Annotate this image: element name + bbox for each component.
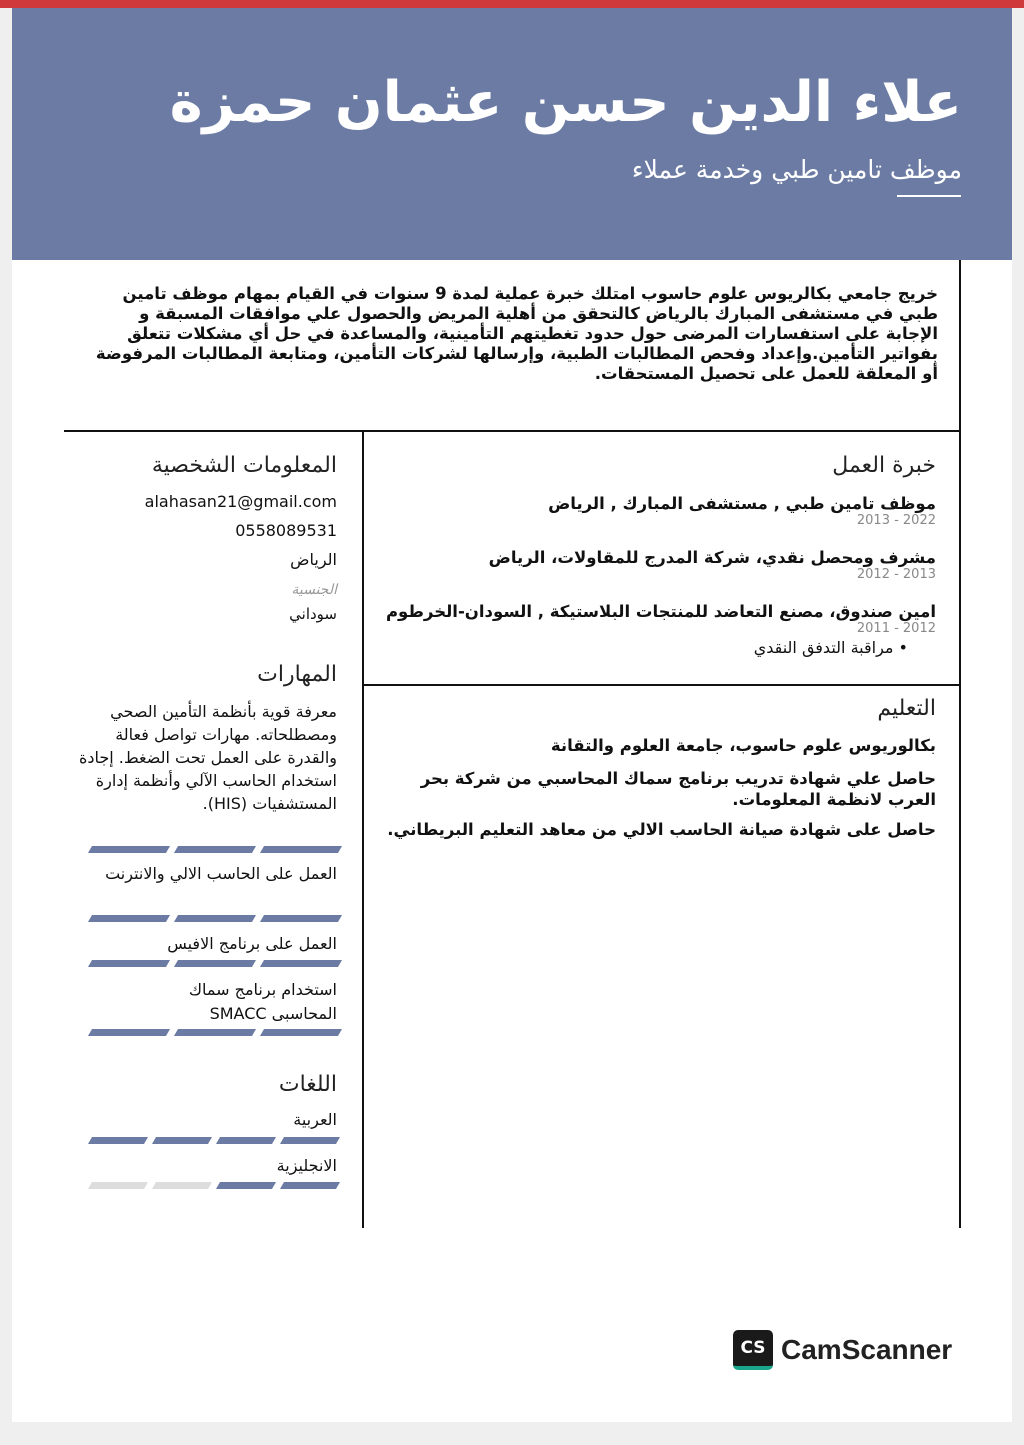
phone: 0558089531 [235,521,337,540]
level-segment [152,1182,212,1189]
camscanner-logo-icon: CS [733,1330,773,1370]
city: الرياض [290,550,337,569]
level-segment [260,915,342,922]
education-item: بكالوريوس علوم حاسوب، جامعة العلوم والتقانة [550,736,936,755]
skill-label: العمل على برنامج الافيس [167,934,337,953]
email[interactable]: alahasan21@gmail.com [144,492,337,511]
level-segment [152,1137,212,1144]
skills-heading: المهارات [257,662,337,687]
skill-bar [90,960,340,967]
right-border [959,260,961,1228]
language-bar [90,1182,338,1189]
job-title: موظف تامين طبي , مستشفى المبارك , الرياض [548,494,936,513]
level-segment [174,1029,256,1036]
level-segment [88,1029,170,1036]
personal-info-heading: المعلومات الشخصية [151,453,337,478]
level-segment [280,1137,340,1144]
experience-heading: خبرة العمل [832,453,936,478]
level-segment [174,960,256,967]
job-title: موظف تامين طبي وخدمة عملاء [631,155,962,184]
language-bar [90,1137,338,1144]
column-divider [362,431,364,1228]
job-dates: 2013 - 2022 [856,513,936,528]
skill-label: معرفة قوية بأنظمة التأمين الصحي ومصطلحاته. مهارات تواصل فعالة والقدرة على العمل تحت الضغط. إجادة استخدام الحاسب الآلي وأنظمة إدارة المستشفيات (HIS). [78,702,337,813]
level-segment [88,1182,148,1189]
level-segment [280,1182,340,1189]
nationality-label: الجنسية [291,582,337,598]
level-segment [174,915,256,922]
level-segment [216,1137,276,1144]
languages-heading: اللغات [278,1072,337,1097]
job-dates: 2011 - 2012 [856,621,936,636]
bullet-text: مراقبة التدفق النقدي [753,638,894,657]
language-label: العربية [293,1110,337,1129]
candidate-name: علاء الدين حسن عثمان حمزة [169,70,962,135]
nationality: سوداني [289,605,337,623]
skill-bar [90,846,340,853]
level-segment [88,915,170,922]
level-segment [88,960,170,967]
level-segment [260,846,342,853]
language-label: الانجليزية [276,1156,337,1175]
job-entry [376,548,936,582]
level-segment [260,960,342,967]
job-bullet: • مراقبة التدفق النقدي [753,638,908,657]
level-segment [88,1137,148,1144]
skill-label: العمل على الحاسب الالي والانترنت [105,864,337,883]
job-dates: 2012 - 2013 [856,567,936,582]
job-title: مشرف ومحصل نقدي، شركة المدرج للمقاولات، الرياض [488,548,936,567]
camscanner-watermark [733,1330,952,1370]
profile-summary: خريج جامعي بكالريوس علوم حاسوب امتلك خبرة عملية لمدة 9 سنوات في القيام بمهام موظف تامين طبي في مستشفى المبارك بالرياض كالتحقق من أهلية المريض والحصول علي موافقات المسبقة و الإجابة على استفسارات المرضى حول حدود تغطيتهم التأمينية، والمساعدة في حل أي مشكلات تتعلق بفواتير التأمين.وإعداد وفحص المطالبات الطبية، وإرسالها لشركات التأمين، ومتابعة المطالبات المرفوضة أو المعلقة للعمل على تحصيل المستحقات. [95,284,938,383]
level-segment [216,1182,276,1189]
summary-divider [64,430,961,432]
job-entry [376,494,936,528]
section-divider [363,684,960,686]
title-underline [897,195,961,197]
level-segment [174,846,256,853]
skill-bar [90,915,340,922]
camscanner-text: CamScanner [781,1334,953,1365]
level-segment [88,846,170,853]
education-item: حاصل على شهادة صيانة الحاسب الالي من معاهد التعليم البريطاني. [387,820,936,839]
job-title: امين صندوق، مصنع التعاضد للمنتجات البلاستيكة , السودان-الخرطوم [385,602,936,621]
job-entry [366,602,936,657]
skill-bar [90,1029,340,1036]
top-border [0,0,1024,8]
education-item: حاصل علي شهادة تدريب برنامج سماك المحاسبي من شركة بحر العرب لانظمة المعلومات. [420,769,936,809]
education-heading: التعليم [877,696,936,721]
level-segment [260,1029,342,1036]
skill-label: استخدام برنامج سماك المحاسبى SMACC [188,980,337,1023]
